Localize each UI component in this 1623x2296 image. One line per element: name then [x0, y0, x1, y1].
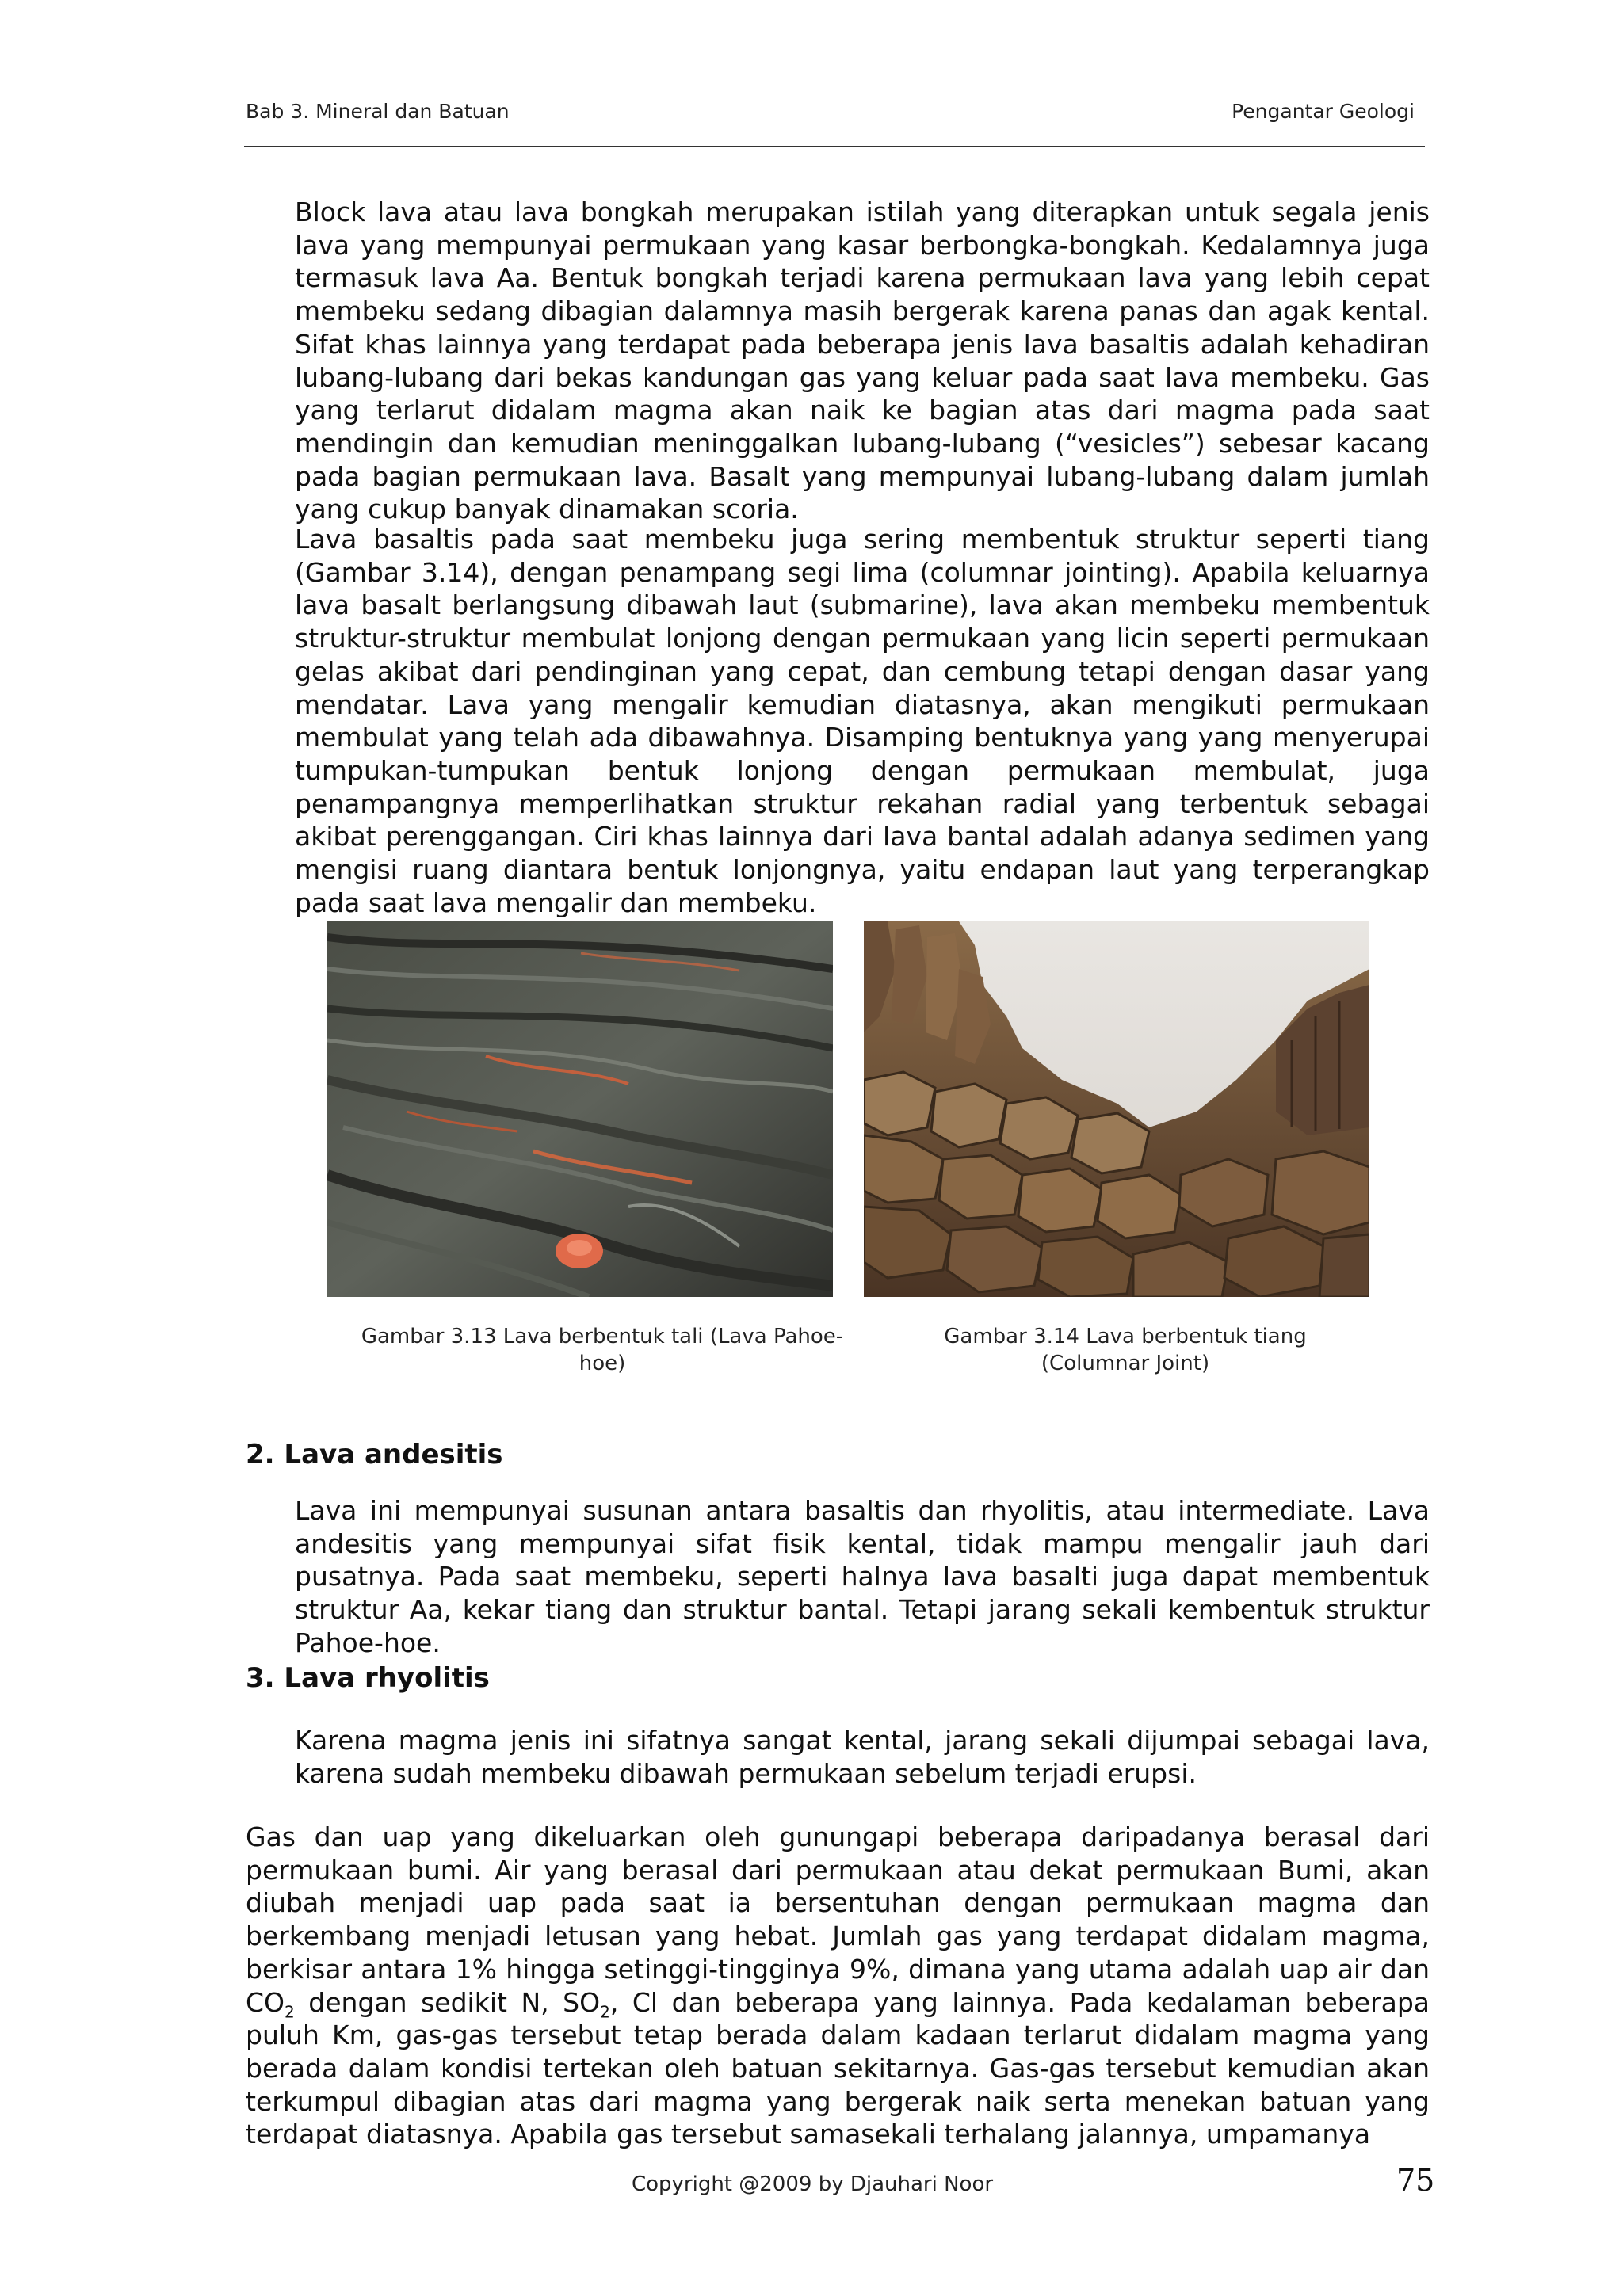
header-chapter: Bab 3. Mineral dan Batuan: [246, 100, 510, 123]
paragraph-lava-andesitis: Lava ini mempunyai susunan antara basaltis dan rhyolitis, atau intermediate. Lava andesitis yang mempunyai sifat fisik kental, tidak mampu mengalir jauh dari pusatnya. Pada saat membeku, seperti halnya lava basalti juga dapat membentuk struktur Aa, kekar tiang dan struktur bantal. Tetapi jarang sekali kembentuk struktur Pahoe-hoe.: [295, 1495, 1430, 1658]
figure-3-14-caption: Gambar 3.14 Lava berbentuk tiang (Columnar Joint): [944, 1325, 1307, 1375]
pahoehoe-lava-image: [327, 921, 833, 1297]
paragraph-volcanic-gas: [246, 1821, 1430, 2151]
co2-subscript: 2: [285, 2002, 295, 2022]
columnar-joint-image: [864, 921, 1369, 1297]
volcanic-gas-text-3: , Cl dan beberapa yang lainnya. Pada kedalaman beberapa puluh Km, gas-gas tersebut tetap berada dalam kadaan terlarut didalam magma yang berada dalam kondisi tertekan oleh batuan sekitarnya. Gas-gas tersebut kemudian akan terkumpul dibagian atas dari magma yang bergerak naik serta menekan batuan yang terdapat diatasnya. Apabila gas tersebut samasekali terhalang jalannya, umpamanya: [246, 1986, 1430, 2150]
figure-columnar-joints: [864, 921, 1369, 1297]
paragraph-block-lava: Block lava atau lava bongkah merupakan istilah yang diterapkan untuk segala jenis lava yang mempunyai permukaan yang kasar berbongka-bongkah. Kedalamnya juga termasuk lava Aa. Bentuk bongkah terjadi karena permukaan lava yang lebih cepat membeku sedang dibagian dalamnya masih bergerak karena panas dan agak kental. Sifat khas lainnya yang terdapat pada beberapa jenis lava basaltis adalah kehadiran lubang-lubang dari bekas kandungan gas yang keluar pada saat lava membeku. Gas yang terlarut didalam magma akan naik ke bagian atas dari magma pada saat mendingin dan kemudian meninggalkan lubang-lubang (“vesicles”) sebesar kacang pada bagian permukaan lava. Basalt yang mempunyai lubang-lubang dalam jumlah yang cukup banyak dinamakan scoria.: [295, 196, 1430, 525]
footer-copyright: Copyright @2009 by Djauhari Noor: [631, 2172, 994, 2196]
figure-3-13-caption: Gambar 3.13 Lava berbentuk tali (Lava Pahoe-hoe): [361, 1325, 844, 1375]
figure-pahoehoe-lava: [327, 921, 833, 1297]
paragraph-lava-rhyolitis: Karena magma jenis ini sifatnya sangat kental, jarang sekali dijumpai sebagai lava, karena sudah membeku dibawah permukaan sebelum terjadi erupsi.: [295, 1725, 1430, 1789]
header-book-title: Pengantar Geologi: [1232, 100, 1415, 123]
heading-lava-rhyolitis: 3. Lava rhyolitis: [246, 1662, 490, 1694]
volcanic-gas-text-1: Gas dan uap yang dikeluarkan oleh gunungapi beberapa daripadanya berasal dari permukaan bumi. Air yang berasal dari permukaan atau dekat permukaan Bumi, akan diubah menjadi uap pada saat ia bersentuhan dengan permukaan magma dan berkembang menjadi letusan yang hebat. Jumlah gas yang terdapat didalam magma, berkisar antara 1% hingga setinggi-tingginya 9%, dimana yang utama adalah uap air dan CO: [246, 1821, 1430, 2018]
header-rule: [244, 146, 1425, 147]
paragraph-columnar-jointing: Lava basaltis pada saat membeku juga sering membentuk struktur seperti tiang (Gambar 3.14), dengan penampang segi lima (columnar jointing). Apabila keluarnya lava basalt berlangsung dibawah laut (submarine), lava akan membeku membentuk struktur-struktur membulat lonjong dengan permukaan yang licin seperti permukaan gelas akibat dari pendinginan yang cepat, dan cembung tetapi dengan dasar yang mendatar. Lava yang mengalir kemudian diatasnya, akan mengikuti permukaan membulat yang telah ada dibawahnya. Disamping bentuknya yang yang menyerupai tumpukan-tumpukan bentuk lonjong dengan permukaan membulat, juga penampangnya memperlihatkan struktur rekahan radial yang terbentuk sebagai akibat perenggangan. Ciri khas lainnya dari lava bantal adalah adanya sedimen yang mengisi ruang diantara bentuk lonjongnya, yaitu endapan laut yang terperangkap pada saat lava mengalir dan membeku.: [295, 524, 1430, 918]
volcanic-gas-text-2: dengan sedikit N, SO: [294, 1986, 601, 2018]
heading-lava-andesitis: 2. Lava andesitis: [246, 1439, 503, 1470]
so2-subscript: 2: [600, 2002, 610, 2022]
page-number: 75: [1396, 2163, 1435, 2198]
